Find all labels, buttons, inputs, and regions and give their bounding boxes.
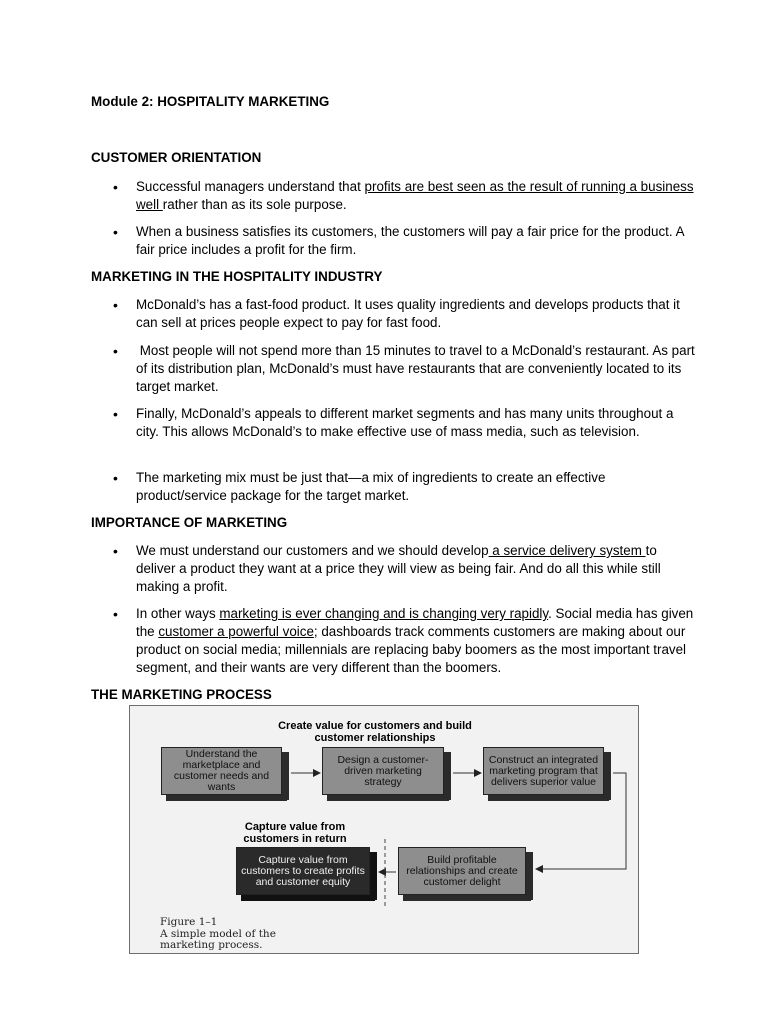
marketing-process-figure: [129, 705, 639, 954]
section-heading-marketing-process: THE MARKETING PROCESS: [91, 687, 272, 702]
paragraph-mcdonalds-product: McDonald’s has a fast-food product. It uses quality ingredients and develops products that it can sell at prices people expect to pay for fast food.: [136, 297, 680, 330]
paragraph-market-segments: Finally, McDonald’s appeals to different market segments and has many units throughout a city. This allows McDonald’s to make effective use of mass media, such as television.: [136, 406, 674, 439]
bullet: •: [113, 343, 118, 359]
paragraph-travel-minutes: Most people will not spend more than 15 minutes to travel to a McDonald’s restaurant. As part of its distribution plan, McDonald’s must have restaurants that are conveniently located to its target market.: [136, 343, 699, 394]
paragraph-fair-price: When a business satisfies its customers, the customers will pay a fair price for the product. A fair price includes a profit for the firm.: [136, 224, 684, 257]
bullet: •: [113, 224, 118, 240]
step-capture-value: Capture value from customers to create profits and customer equity: [236, 847, 370, 895]
figure-bottom-title: Capture value from customers in return: [243, 821, 347, 845]
section-heading-customer-orientation: CUSTOMER ORIENTATION: [91, 150, 262, 165]
bullet: •: [113, 406, 118, 422]
section-heading-importance: IMPORTANCE OF MARKETING: [91, 515, 288, 530]
section-heading-hospitality-industry: MARKETING IN THE HOSPITALITY INDUSTRY: [91, 269, 383, 284]
figure-caption-text: A simple model of the marketing process.: [160, 928, 276, 951]
bullet: •: [113, 470, 118, 486]
step-design-strategy: Design a customer-driven marketing strategy: [322, 747, 444, 795]
paragraph-service-delivery: We must understand our customers and we should develop a service delivery system to deliver a product they want at a price they will view as being fair. And do all this while still making a profit.: [136, 543, 661, 594]
bullet: •: [113, 606, 118, 622]
paragraph-ever-changing: In other ways marketing is ever changing and is changing very rapidly. Social media has given the customer a powerful voice; dashboards track comments customers are making about our product on social media; millennials are replacing baby boomers as the most important travel segment, and their wants are very different than the boomers.: [136, 606, 694, 675]
step-understand-marketplace: Understand the marketplace and customer needs and wants: [161, 747, 282, 795]
figure-top-title: Create value for customers and build customer relationships: [278, 720, 472, 744]
bullet: •: [113, 297, 118, 313]
arrow-loop-down: [536, 773, 626, 869]
paragraph-profits: Successful managers understand that profits are best seen as the result of running a business well rather than as its sole purpose.: [136, 179, 694, 212]
step-build-relationships: Build profitable relationships and create customer delight: [398, 847, 526, 895]
bullet: •: [113, 179, 118, 195]
bullet: •: [113, 543, 118, 559]
page-title: Module 2: HOSPITALITY MARKETING: [91, 94, 330, 109]
paragraph-marketing-mix: The marketing mix must be just that—a mix of ingredients to create an effective product/service package for the target market.: [136, 470, 606, 503]
step-construct-program: Construct an integrated marketing program that delivers superior value: [483, 747, 604, 795]
figure-caption-label: Figure 1–1: [160, 916, 218, 928]
